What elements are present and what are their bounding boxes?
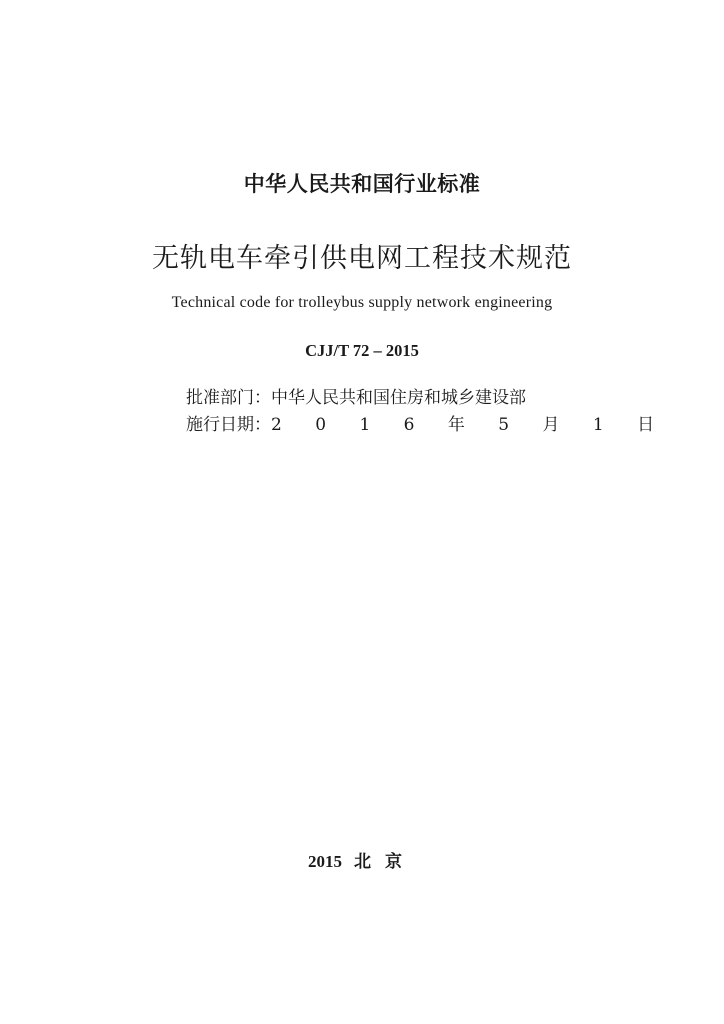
- effective-date: [186, 410, 668, 435]
- approval-department: [186, 383, 526, 408]
- series-title: 中华人民共和国行业标准: [243, 172, 481, 196]
- document-title-chinese: 无轨电车牵引供电网工程技术规范: [152, 243, 572, 274]
- publication-imprint: [0, 847, 724, 872]
- imprint-city: 北京: [354, 852, 416, 872]
- approval-label: 批准部门：: [186, 388, 271, 408]
- imprint-year: 2015: [308, 852, 342, 871]
- effective-value: 2 0 1 6 年 5 月 1 日: [271, 415, 669, 435]
- effective-label: 施行日期：: [186, 415, 271, 435]
- standard-code: CJJ/T 72 – 2015: [305, 341, 419, 360]
- approval-value: 中华人民共和国住房和城乡建设部: [271, 388, 526, 408]
- document-title-english: Technical code for trolleybus supply network engineering: [171, 294, 553, 311]
